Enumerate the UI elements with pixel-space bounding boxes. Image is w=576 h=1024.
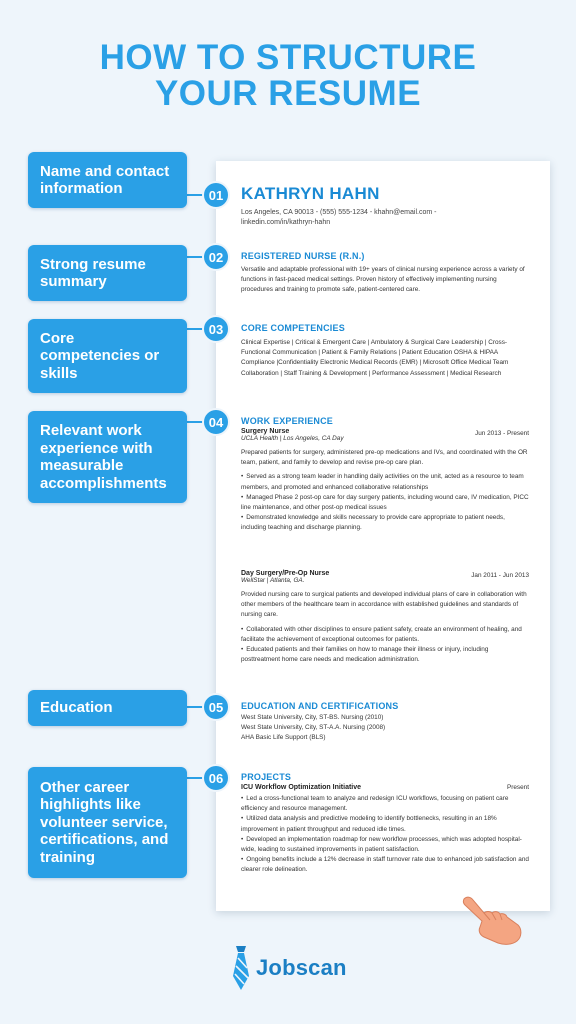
- education-heading: EDUCATION AND CERTIFICATIONS: [241, 701, 399, 711]
- list-item: • Served as a strong team leader in handling daily activities on the unit, acted as a resource to team members, and promoted and enhanced collaborative relationships: [241, 473, 524, 491]
- tie-icon: [232, 946, 250, 990]
- job-title: Day Surgery/Pre-Op Nurse: [241, 570, 330, 577]
- competencies-section: [241, 323, 529, 379]
- step-number-badge: 02: [202, 243, 230, 271]
- title-line-1: HOW TO STRUCTURE: [99, 38, 477, 77]
- job-title: Surgery Nurse: [241, 428, 290, 435]
- job-bullets: [241, 625, 529, 666]
- callout-work-experience: [28, 411, 187, 503]
- job-2: [241, 570, 529, 665]
- brand-name: Jobscan: [256, 955, 347, 980]
- education-section: [241, 701, 529, 744]
- job-header: [241, 428, 529, 435]
- summary-section: [241, 251, 529, 296]
- callout-resume-summary: [28, 245, 187, 301]
- project-dates: Present: [506, 784, 529, 791]
- list-item: • Developed an implementation roadmap for new workflow processes, which was adopted hospital-wide, leading to sustained improvements in patient satisfaction.: [241, 835, 522, 854]
- job-description: Prepared patients for surgery, administered pre-op medications and IVs, and coordinated with the OR team, patient, and family to develop and revise pre-op care plan.: [241, 449, 528, 467]
- summary-text: Versatile and adaptable professional with 19+ years of clinical nursing experience across a variety of functions in fast-paced medical settings. Proven history of effectively implementing nursing procedures and training to promote safe, patient-centered care.: [241, 266, 525, 294]
- callout-label: Name and contact information: [40, 162, 170, 197]
- step-number-badge: 06: [202, 764, 230, 792]
- summary-heading: REGISTERED NURSE (R.N.): [241, 251, 365, 261]
- list-item: • Demonstrated knowledge and skills necessary to provide care appropriate to patient needs, including teaching and discharge planning.: [241, 514, 505, 532]
- step-number-badge: 04: [202, 408, 230, 436]
- list-item: • Managed Phase 2 post-op care for day surgery patients, including wound care, IV medication, PICC line maintenance, and other post-op medical issues: [241, 493, 529, 512]
- contact-line-2: linkedin.com/in/kathryn-hahn: [241, 218, 331, 226]
- projects-heading: PROJECTS: [241, 772, 292, 782]
- step-number-badge: 05: [202, 693, 230, 721]
- callout-career-highlights: [28, 767, 187, 878]
- pointing-hand-icon: [460, 893, 524, 945]
- callout-name-contact: [28, 152, 187, 208]
- list-item: • Collaborated with other disciplines to ensure patient safety, create an environment of healing, and facilitate the achievement of exceptional outcomes for patients.: [241, 625, 522, 643]
- resume-name: KATHRYN HAHN: [241, 184, 380, 203]
- job-description: Provided nursing care to surgical patients and developed individual plans of care in collaboration with other members of the healthcare team in accordance with established guidelines and standards of nursing care.: [241, 591, 527, 619]
- resume-contact: [241, 208, 529, 227]
- job-header: [241, 570, 529, 577]
- work-section: [241, 416, 529, 534]
- list-item: West State University, City, ST-A.A. Nursing (2008): [241, 724, 386, 732]
- step-number-badge: 01: [202, 181, 230, 209]
- competencies-heading: CORE COMPETENCIES: [241, 323, 345, 333]
- callout-label: Other career highlights like volunteer service, certifications, and training: [40, 778, 169, 866]
- project-bullets: [241, 794, 529, 876]
- callout-label: Core competencies or skills: [40, 329, 160, 382]
- job-dates: Jan 2011 - Jun 2013: [471, 572, 529, 579]
- project-title: ICU Workflow Optimization Initiative: [241, 784, 362, 791]
- page-title: [0, 40, 576, 112]
- step-number-badge: 03: [202, 315, 230, 343]
- list-item: • Led a cross-functional team to analyze and redesign ICU workflows, focusing on patient care efficiency and resource management.: [241, 795, 509, 813]
- callout-label: Relevant work experience with measurable accomplishments: [40, 422, 167, 492]
- list-item: • Educated patients and their families on how to manage their illness or injury, including posttreatment home care needs and medication administration.: [241, 646, 489, 664]
- list-item: • Ongoing benefits include a 12% decrease in staff turnover rate due to enhanced job satisfaction and clearer role delineation.: [241, 856, 529, 874]
- list-item: West State University, City, ST-BS. Nursing (2010): [241, 714, 384, 721]
- job-dates: Jun 2013 - Present: [475, 430, 529, 437]
- job-company: UCLA Health | Los Angeles, CA Day: [241, 435, 344, 442]
- callout-label: Education: [40, 699, 113, 717]
- job-bullets: [241, 472, 529, 533]
- projects-section: [241, 772, 529, 876]
- title-line-2: YOUR RESUME: [154, 74, 422, 113]
- list-item: • Utilized data analysis and predictive modeling to identify bottlenecks, resulting in an 18% improvement in patient throughput and reduced idle times.: [241, 815, 497, 833]
- project-header: [241, 784, 529, 791]
- callout-education: [28, 690, 187, 726]
- competencies-text: Clinical Expertise | Critical & Emergent Care | Ambulatory & Surgical Care Leadership | Cross-Functional Communication | Patient & Family Relations | Patient Education OSHA & HIPAA Compliance |Confidentiality Electronic Medical Records (EMR) | Microsoft Office Medical Team Collaboration | Staff Training & Development | Performance Assessment | Medical Research: [241, 339, 509, 377]
- list-item: AHA Basic Life Support (BLS): [241, 734, 326, 742]
- resume-header: [241, 184, 529, 204]
- work-heading: WORK EXPERIENCE: [241, 416, 334, 426]
- callout-label: Strong resume summary: [40, 255, 146, 290]
- jobscan-logo: [232, 946, 347, 990]
- contact-line-1: Los Angeles, CA 90013 - (555) 555-1234 - khahn@email.com -: [241, 209, 437, 216]
- job-company: WellStar | Atlanta, GA.: [241, 577, 305, 584]
- callout-core-competencies: [28, 319, 187, 393]
